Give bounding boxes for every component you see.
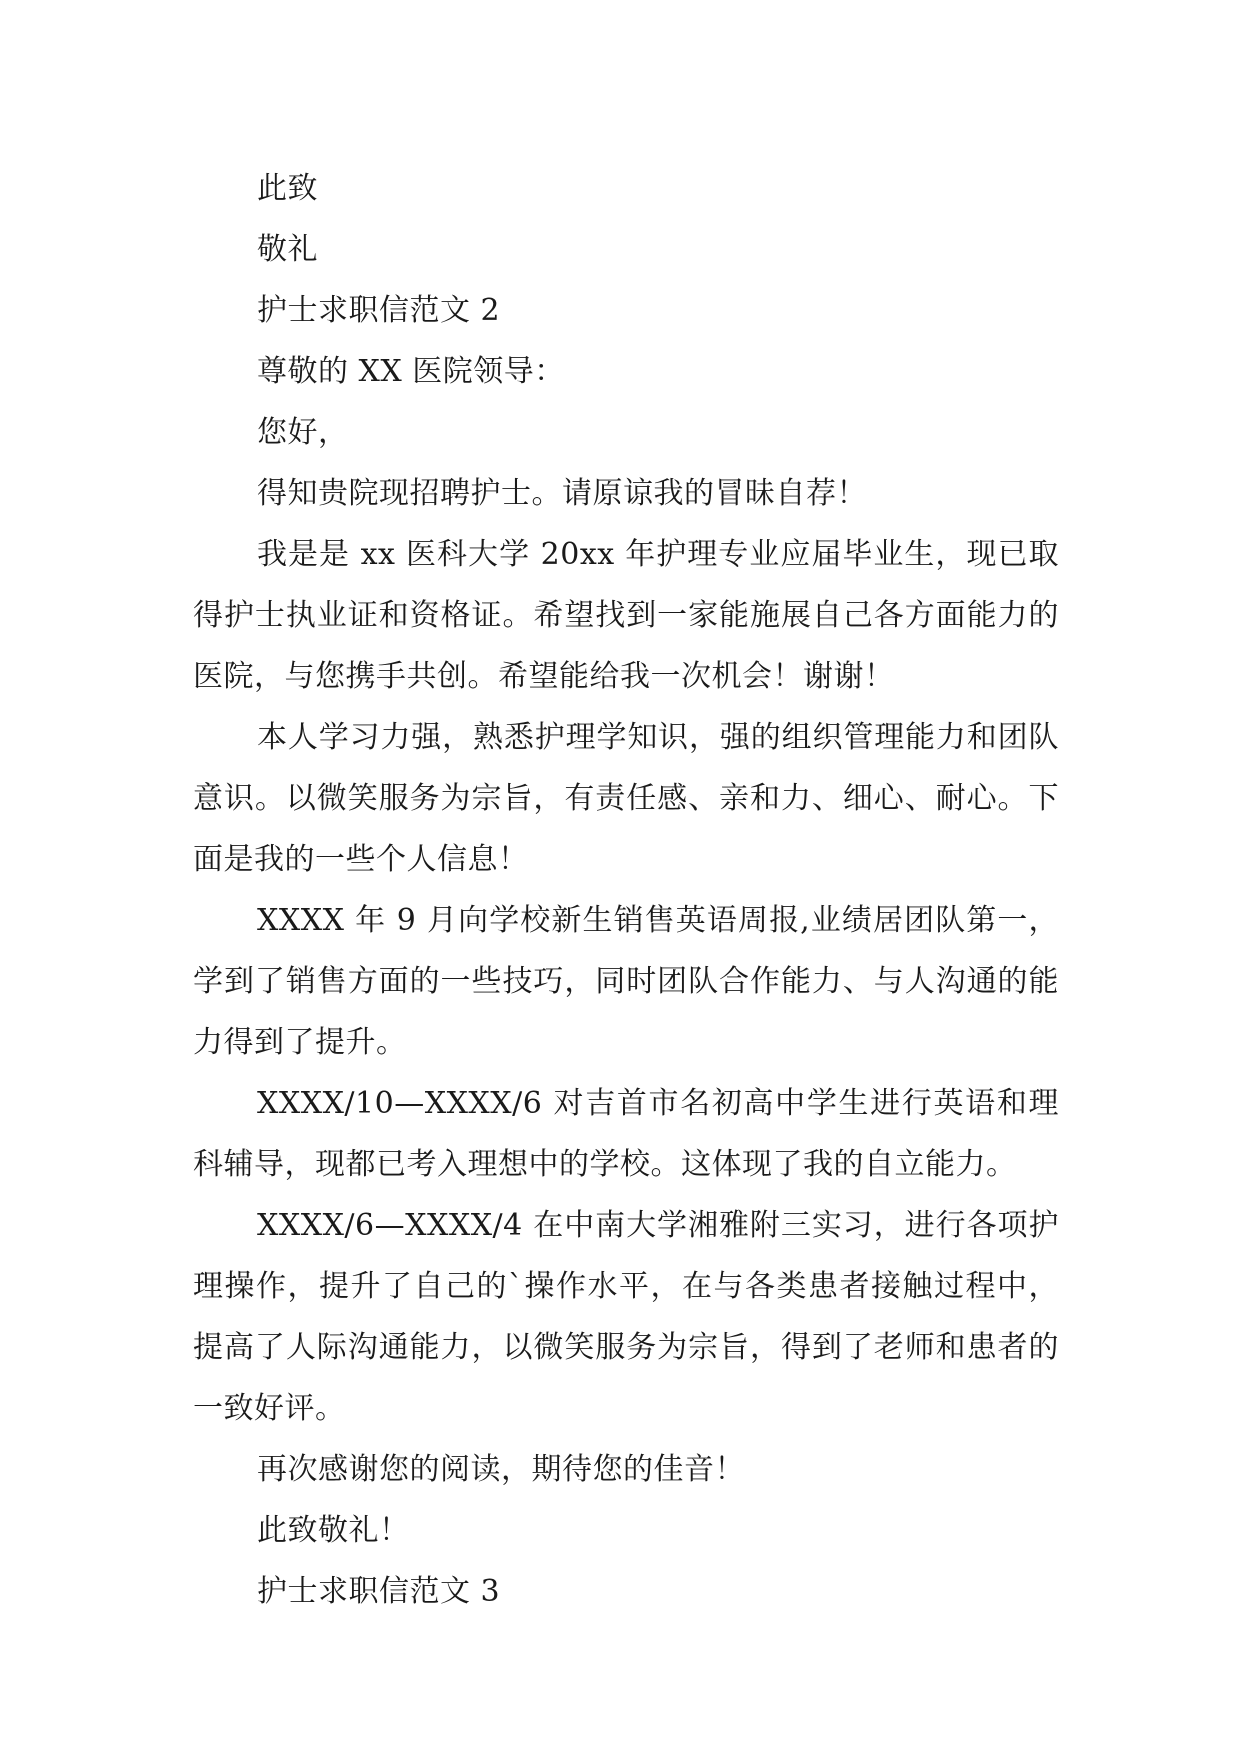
paragraph: 我是是 xx 医科大学 20xx 年护理专业应届毕业生，现已取得护士执业证和资格证。希望找到一家能施展自己各方面能力的医院，与您携手共创。希望能给我一次机会！谢谢！ (193, 537, 1059, 694)
paragraph: 本人学习力强，熟悉护理学知识，强的组织管理能力和团队意识。以微笑服务为宗旨，有责任感、亲和力、细心、耐心。下面是我的一些个人信息！ (193, 720, 1059, 877)
section-heading: 护士求职信范文 3 (257, 1574, 501, 1609)
salutation: 尊敬的 XX 医院领导： (257, 354, 565, 389)
closing-salute: 敬礼 (257, 232, 318, 267)
greeting: 您好， (257, 415, 349, 450)
paragraph: XXXX/6—XXXX/4 在中南大学湘雅附三实习，进行各项护理操作，提升了自己的`操作水平，在与各类患者接触过程中，提高了人际沟通能力，以微笑服务为宗旨，得到了老师和患者的一致好评。 (193, 1208, 1059, 1426)
paragraph: 再次感谢您的阅读，期待您的佳音！ (257, 1452, 745, 1487)
letter-body (193, 158, 1059, 1622)
paragraph: XXXX 年 9 月向学校新生销售英语周报,业绩居团队第一，学到了销售方面的一些技巧，同时团队合作能力、与人沟通的能力得到了提升。 (193, 903, 1059, 1060)
closing-line: 此致 (257, 171, 318, 206)
closing-line: 此致敬礼！ (257, 1513, 410, 1548)
paragraph: 得知贵院现招聘护士。请原谅我的冒昧自荐！ (257, 476, 867, 511)
paragraph: XXXX/10—XXXX/6 对吉首市名初高中学生进行英语和理科辅导，现都已考入理想中的学校。这体现了我的自立能力。 (193, 1086, 1059, 1182)
section-heading: 护士求职信范文 2 (257, 293, 501, 328)
